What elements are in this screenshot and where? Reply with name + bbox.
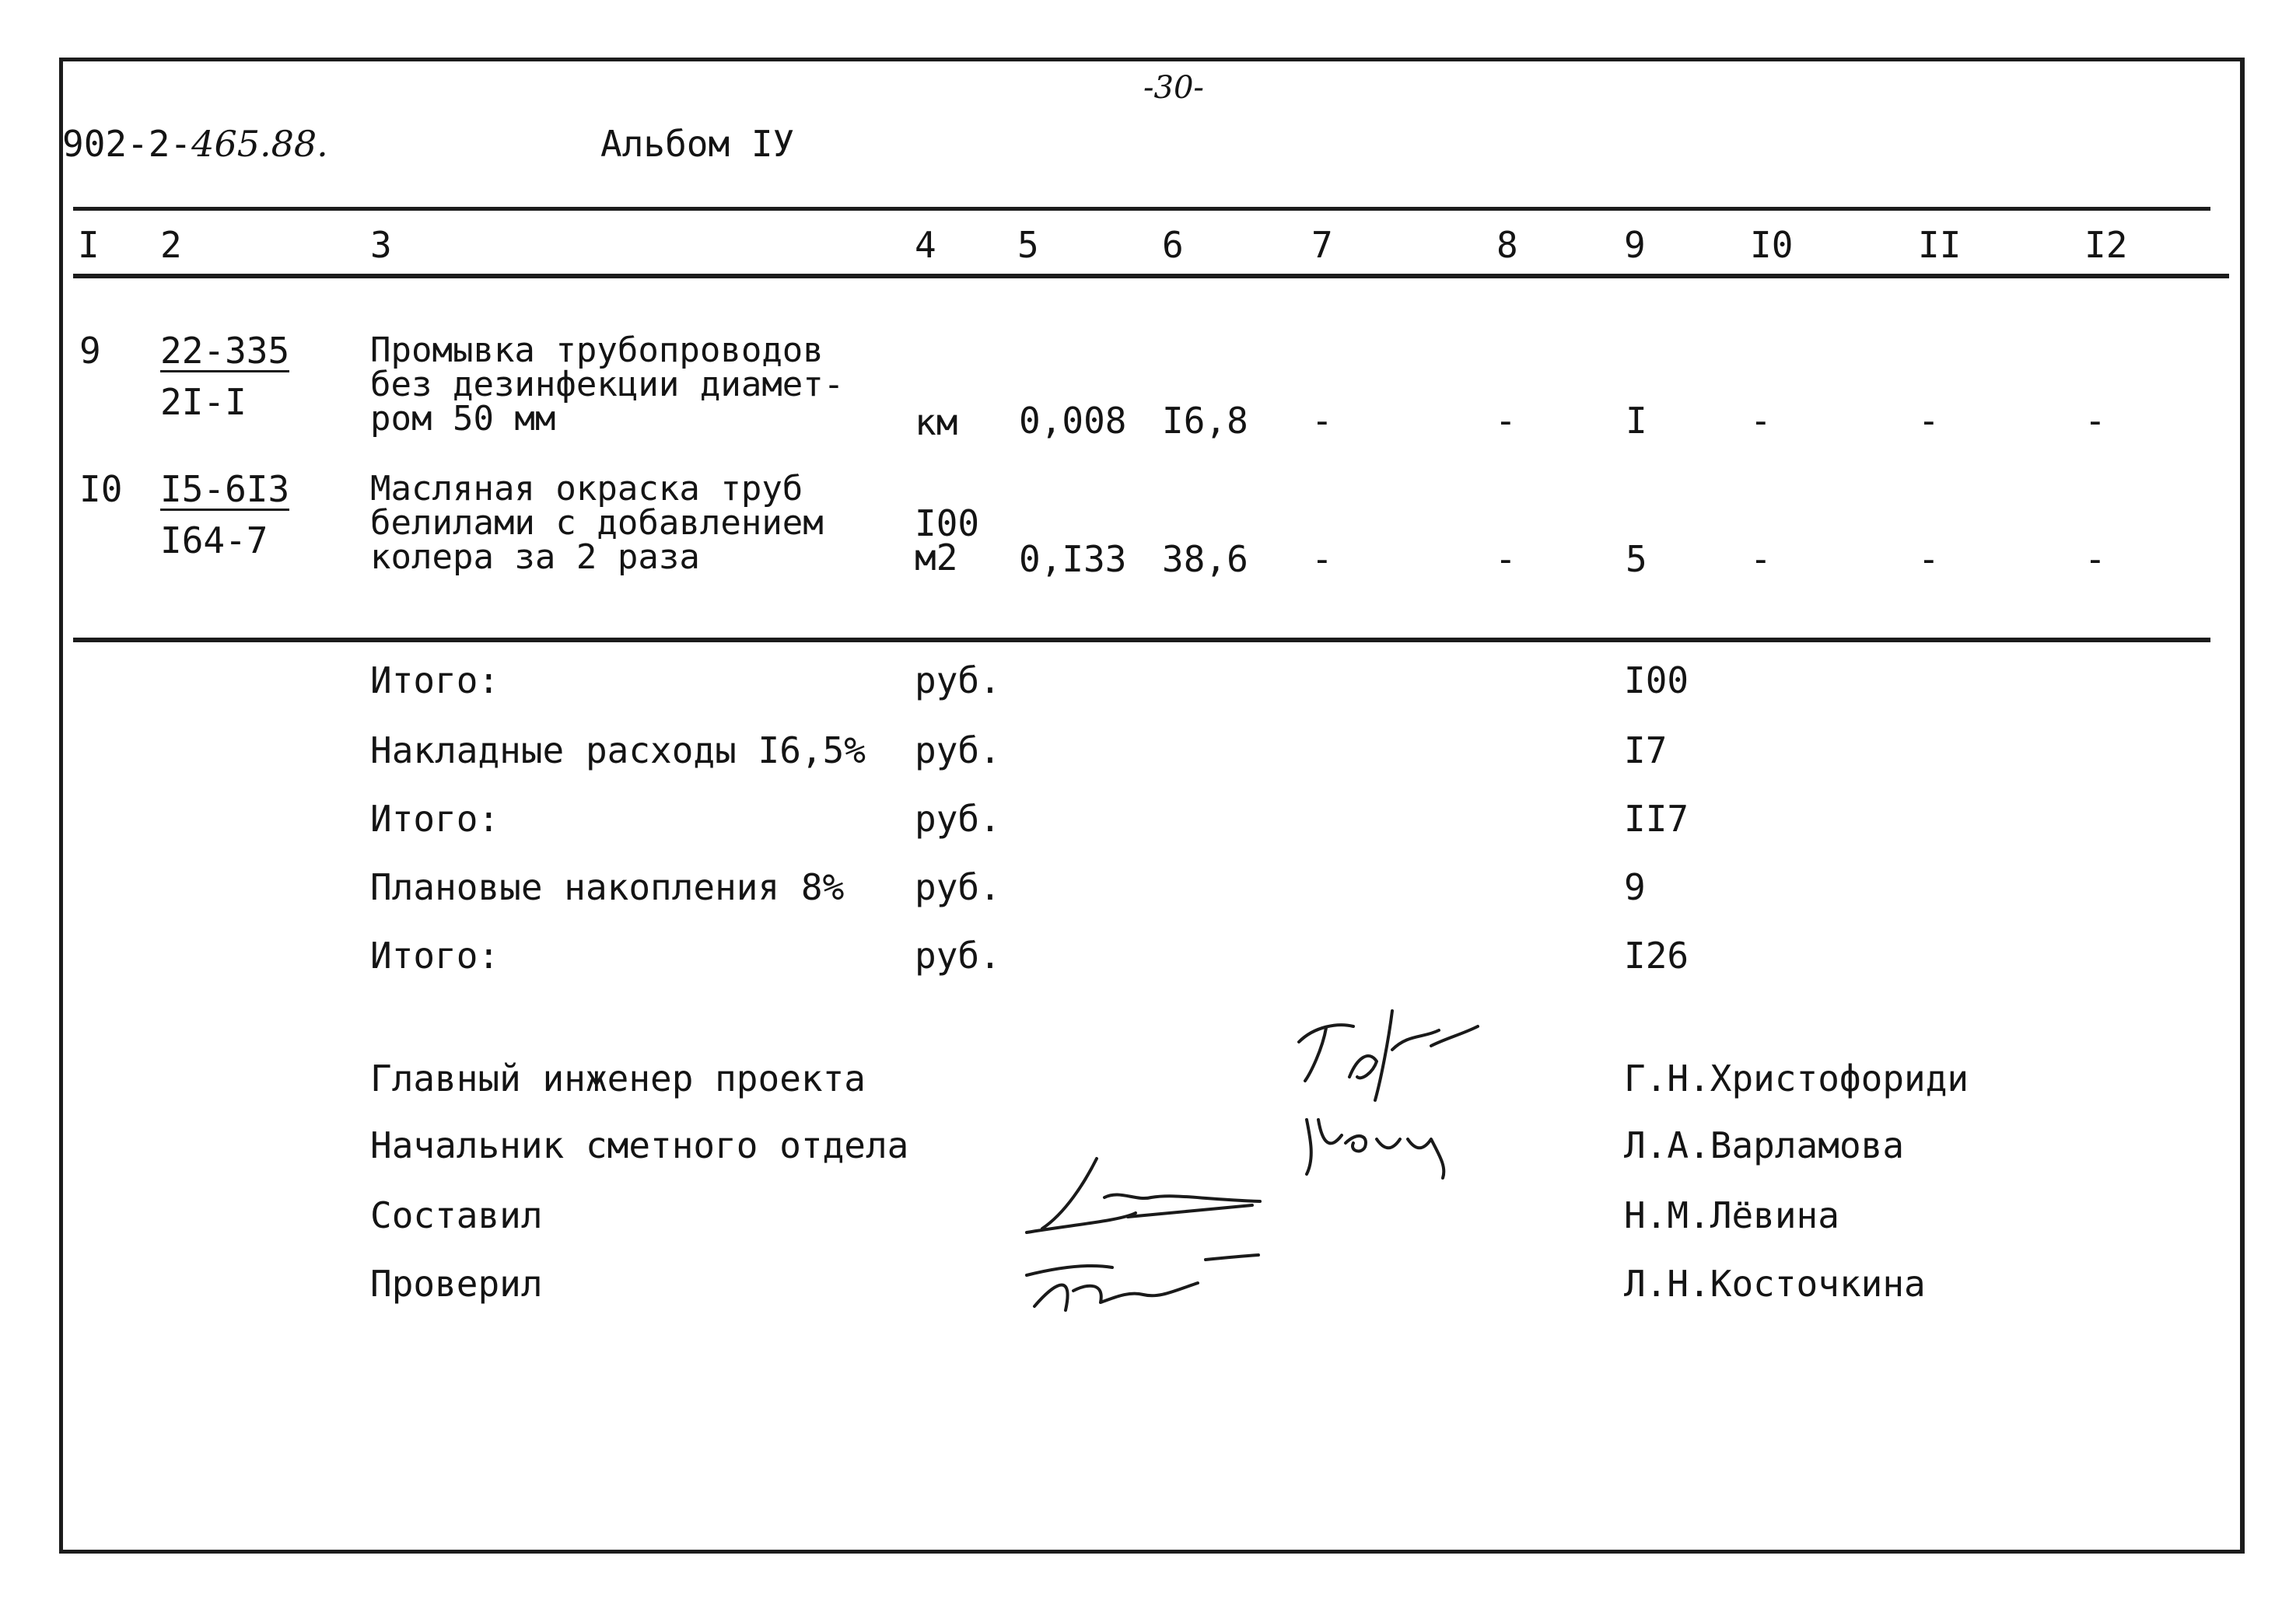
cell-dash: - [2084, 538, 2106, 580]
column-header: 2 [160, 224, 182, 266]
signatory-name: Л.А.Варламова [1624, 1124, 1905, 1166]
column-header: I2 [2084, 224, 2128, 266]
row-number: I0 [79, 468, 123, 510]
unit: I00 [915, 502, 980, 544]
totals-value: I7 [1624, 729, 1668, 771]
totals-label: Плановые накопления 8% [370, 866, 845, 908]
work-description: без дезинфекции диамет- [370, 365, 845, 404]
signatory-name: Г.Н.Христофориди [1624, 1057, 1969, 1099]
totals-value: I00 [1624, 659, 1689, 701]
price-code: I64-7 [160, 519, 268, 561]
signature-chief-engineer-image [1283, 1003, 1486, 1104]
work-description: Промывка трубопроводов [370, 330, 824, 370]
signatory-role: Проверил [370, 1263, 543, 1305]
totals-unit: руб. [915, 729, 1001, 771]
unit: км [915, 401, 958, 443]
column-header: 8 [1496, 224, 1518, 266]
column-header: II [1918, 224, 1962, 266]
norm-code: 22-335 [160, 330, 290, 372]
document-code-prefix: 902-2- [62, 123, 192, 165]
total-cost: 5 [1626, 538, 1647, 580]
totals-unit: руб. [915, 659, 1001, 701]
totals-label: Итого: [370, 935, 500, 977]
page-number: -30- [1143, 70, 1204, 106]
row-number: 9 [79, 330, 101, 372]
document-code [62, 123, 328, 165]
totals-rule [73, 638, 2210, 642]
totals-label: Итого: [370, 659, 500, 701]
totals-value: II7 [1624, 798, 1689, 840]
quantity: 0,008 [1019, 400, 1127, 442]
column-header: 7 [1311, 224, 1333, 266]
work-description: Масляная окраска труб [370, 469, 803, 509]
column-header-rule [73, 274, 2229, 278]
document-code-handwritten: 465.88. [191, 123, 328, 165]
work-description: ром 50 мм [370, 399, 556, 439]
column-header: 9 [1624, 224, 1646, 266]
cell-dash: - [1311, 538, 1333, 580]
column-header: 4 [915, 224, 936, 266]
signatory-name: Л.Н.Косточкина [1624, 1263, 1926, 1305]
totals-unit: руб. [915, 866, 1001, 908]
cell-dash: - [2084, 400, 2106, 442]
cell-dash: - [1495, 538, 1517, 580]
unit-price: I6,8 [1162, 400, 1248, 442]
signatory-role: Составил [370, 1194, 543, 1236]
totals-unit: руб. [915, 935, 1001, 977]
norm-code: I5-6I3 [160, 468, 290, 510]
column-header: 6 [1162, 224, 1184, 266]
totals-value: 9 [1624, 866, 1646, 908]
cell-dash: - [1495, 400, 1517, 442]
work-description: колера за 2 раза [370, 537, 700, 577]
unit: м2 [915, 537, 958, 579]
work-description: белилами с добавлением [370, 503, 824, 543]
cell-dash: - [1918, 400, 1940, 442]
signature-estimate-head-image [1283, 1096, 1478, 1182]
column-header: I0 [1750, 224, 1794, 266]
unit-price: 38,6 [1162, 538, 1248, 580]
cell-dash: - [1311, 400, 1333, 442]
cell-dash: - [1918, 538, 1940, 580]
totals-value: I26 [1624, 935, 1689, 977]
column-header: 3 [370, 224, 392, 266]
column-header: 5 [1017, 224, 1039, 266]
signature-checker-image [1011, 1236, 1276, 1330]
cell-dash: - [1750, 538, 1772, 580]
totals-label: Итого: [370, 798, 500, 840]
album-title: Альбом IУ [600, 123, 795, 165]
signatory-role: Главный инженер проекта [370, 1057, 866, 1099]
signatory-role: Начальник сметного отдела [370, 1124, 909, 1166]
price-code: 2I-I [160, 381, 247, 423]
quantity: 0,I33 [1019, 538, 1127, 580]
signatory-name: Н.М.Лёвина [1624, 1194, 1839, 1236]
column-header: I [78, 224, 100, 266]
cell-dash: - [1750, 400, 1772, 442]
totals-unit: руб. [915, 798, 1001, 840]
total-cost: I [1626, 400, 1647, 442]
totals-label: Накладные расходы I6,5% [370, 729, 866, 771]
table-top-rule [73, 207, 2210, 211]
